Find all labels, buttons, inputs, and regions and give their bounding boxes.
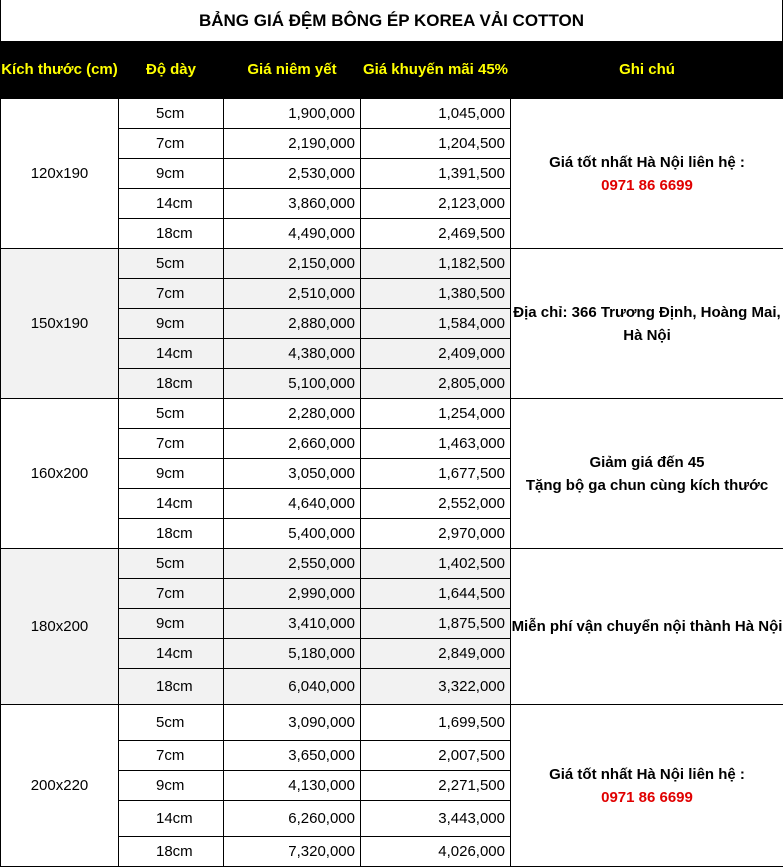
header-size: Kích thước (cm) [1,42,119,99]
note-line: Địa chỉ: 366 Trương Định, Hoàng Mai, [513,303,781,321]
thickness-cell: 5cm [119,249,224,279]
note-line: Giá tốt nhất Hà Nội liên hệ : [549,153,745,171]
promo-price-cell: 2,552,000 [361,489,511,519]
thickness-cell: 5cm [119,549,224,579]
thickness-cell: 7cm [119,741,224,771]
thickness-cell: 5cm [119,705,224,741]
promo-price-cell: 1,677,500 [361,459,511,489]
promo-price-cell: 2,271,500 [361,771,511,801]
note-cell [511,399,783,549]
price-table [0,41,783,867]
thickness-cell: 9cm [119,459,224,489]
promo-price-cell: 2,123,000 [361,189,511,219]
thickness-cell: 9cm [119,309,224,339]
size-group [1,249,783,399]
list-price-cell: 7,320,000 [224,837,361,867]
thickness-cell: 18cm [119,369,224,399]
header-note: Ghi chú [511,42,783,99]
size-cell: 120x190 [1,99,119,249]
thickness-cell: 14cm [119,489,224,519]
list-price-cell: 5,100,000 [224,369,361,399]
size-group [1,99,783,249]
promo-price-cell: 2,469,500 [361,219,511,249]
list-price-cell: 4,380,000 [224,339,361,369]
promo-price-cell: 1,254,000 [361,399,511,429]
promo-price-cell: 4,026,000 [361,837,511,867]
header-thickness: Độ dày [119,42,224,99]
list-price-cell: 3,090,000 [224,705,361,741]
list-price-cell: 4,130,000 [224,771,361,801]
promo-price-cell: 1,402,500 [361,549,511,579]
promo-price-cell: 1,584,000 [361,309,511,339]
note-cell [511,705,783,867]
thickness-cell: 14cm [119,189,224,219]
note-line: Hà Nội [623,326,671,344]
note-line: Giảm giá đến 45 [589,453,705,471]
thickness-cell: 7cm [119,429,224,459]
thickness-cell: 5cm [119,99,224,129]
list-price-cell: 3,650,000 [224,741,361,771]
thickness-cell: 7cm [119,129,224,159]
table-row [1,249,783,279]
note-line: Miễn phí vận chuyển nội thành Hà Nội [511,618,783,635]
header-list-price: Giá niêm yết [224,42,361,99]
promo-price-cell: 2,007,500 [361,741,511,771]
note-cell [511,549,783,705]
thickness-cell: 18cm [119,837,224,867]
thickness-cell: 18cm [119,669,224,705]
thickness-cell: 9cm [119,159,224,189]
thickness-cell: 9cm [119,771,224,801]
thickness-cell: 18cm [119,219,224,249]
thickness-cell: 5cm [119,399,224,429]
promo-price-cell: 1,699,500 [361,705,511,741]
table-row [1,705,783,741]
list-price-cell: 2,550,000 [224,549,361,579]
promo-price-cell: 1,391,500 [361,159,511,189]
note-cell [511,99,783,249]
thickness-cell: 14cm [119,339,224,369]
promo-price-cell: 2,409,000 [361,339,511,369]
promo-price-cell: 2,970,000 [361,519,511,549]
promo-price-cell: 1,182,500 [361,249,511,279]
list-price-cell: 4,640,000 [224,489,361,519]
size-cell: 160x200 [1,399,119,549]
thickness-cell: 14cm [119,639,224,669]
list-price-cell: 2,530,000 [224,159,361,189]
thickness-cell: 9cm [119,609,224,639]
list-price-cell: 4,490,000 [224,219,361,249]
list-price-cell: 2,280,000 [224,399,361,429]
table-row [1,99,783,129]
thickness-cell: 14cm [119,801,224,837]
thickness-cell: 7cm [119,579,224,609]
size-cell: 200x220 [1,705,119,867]
list-price-cell: 3,410,000 [224,609,361,639]
thickness-cell: 7cm [119,279,224,309]
list-price-cell: 5,400,000 [224,519,361,549]
phone-number: 0971 86 6699 [601,176,693,194]
promo-price-cell: 2,805,000 [361,369,511,399]
size-cell: 150x190 [1,249,119,399]
list-price-cell: 2,880,000 [224,309,361,339]
list-price-cell: 2,150,000 [224,249,361,279]
note-line: Giá tốt nhất Hà Nội liên hệ : [549,765,745,783]
promo-price-cell: 1,380,500 [361,279,511,309]
size-group [1,549,783,705]
list-price-cell: 2,660,000 [224,429,361,459]
table-row [1,399,783,429]
list-price-cell: 6,040,000 [224,669,361,705]
list-price-cell: 3,860,000 [224,189,361,219]
promo-price-cell: 1,045,000 [361,99,511,129]
size-cell: 180x200 [1,549,119,705]
page-title: BẢNG GIÁ ĐỆM BÔNG ÉP KOREA VẢI COTTON [0,0,783,41]
note-line: Tặng bộ ga chun cùng kích thước [525,476,769,494]
list-price-cell: 3,050,000 [224,459,361,489]
size-group [1,399,783,549]
promo-price-cell: 2,849,000 [361,639,511,669]
size-group [1,705,783,867]
header-promo-price: Giá khuyến mãi 45% [361,42,511,99]
promo-price-cell: 1,463,000 [361,429,511,459]
note-cell [511,249,783,399]
list-price-cell: 1,900,000 [224,99,361,129]
list-price-cell: 6,260,000 [224,801,361,837]
list-price-cell: 2,190,000 [224,129,361,159]
promo-price-cell: 1,644,500 [361,579,511,609]
promo-price-cell: 3,322,000 [361,669,511,705]
promo-price-cell: 1,875,500 [361,609,511,639]
header-row [1,42,783,99]
thickness-cell: 18cm [119,519,224,549]
list-price-cell: 2,990,000 [224,579,361,609]
list-price-cell: 2,510,000 [224,279,361,309]
table-row [1,549,783,579]
phone-number: 0971 86 6699 [601,788,693,806]
promo-price-cell: 1,204,500 [361,129,511,159]
list-price-cell: 5,180,000 [224,639,361,669]
promo-price-cell: 3,443,000 [361,801,511,837]
